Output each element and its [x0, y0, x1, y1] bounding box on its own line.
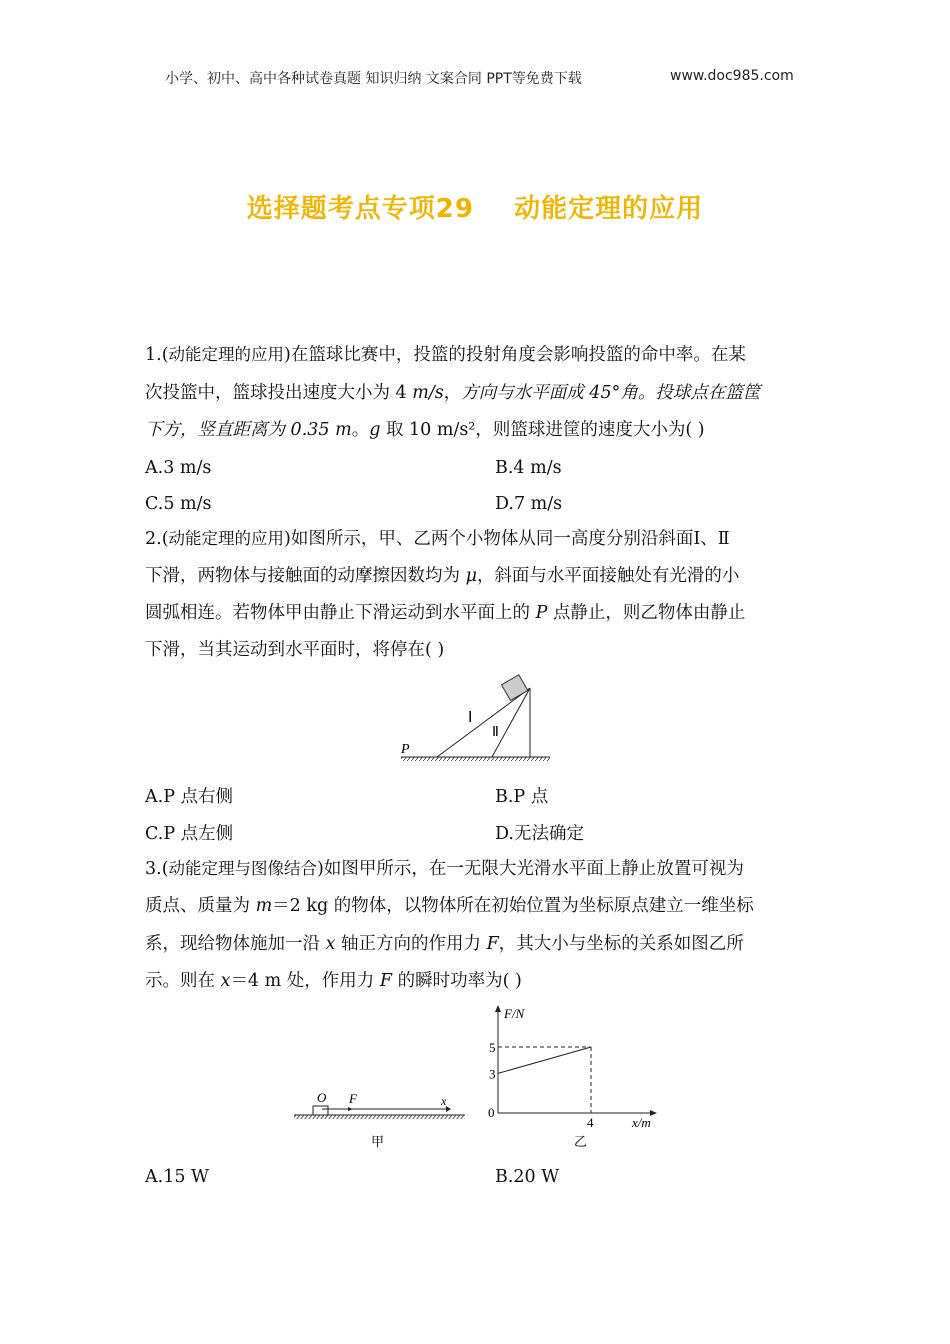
text-segment: 点静止，则乙物体由静止	[547, 603, 746, 623]
option-a: A.15 W	[145, 1167, 210, 1187]
text-segment: x	[325, 934, 336, 954]
text-segment: 轴正方向的作用力	[335, 934, 487, 954]
option-c: C.P 点左侧	[145, 824, 234, 844]
option-d: D.7 m/s	[495, 494, 563, 514]
block	[501, 675, 527, 701]
y-tick-label: 5	[489, 1040, 496, 1055]
text-segment: 。	[351, 420, 370, 440]
series-line	[498, 1047, 591, 1073]
label-x: x	[441, 1094, 447, 1108]
y-axis-label: F/N	[504, 1006, 525, 1021]
label-o: O	[317, 1090, 327, 1105]
text-segment: ＝4 m 处，作用力	[230, 971, 380, 991]
label-f: F	[349, 1091, 357, 1106]
header-text: 小学、初中、高中各种试卷真题 知识归纳 文案合同 PPT等免费下载	[165, 71, 582, 87]
label-incline-1: Ⅰ	[468, 710, 473, 726]
ground-hatch	[401, 757, 550, 761]
question-topic: 动能定理与图像结合	[168, 859, 318, 878]
text-segment: μ	[465, 566, 477, 586]
text-segment: x	[220, 971, 231, 991]
option-d: D.无法确定	[495, 824, 584, 844]
text-segment: m	[255, 896, 273, 916]
page-title: 选择题考点专项29 动能定理的应用	[246, 194, 704, 224]
text-segment: )如图所示，甲、乙两个小物体从同一高度分别沿斜面Ⅰ、Ⅱ	[284, 529, 730, 549]
text-segment: 取 10 m/s²，则篮球进筐的速度大小为( )	[380, 420, 705, 440]
text-segment: m/s	[412, 383, 444, 403]
caption-yi: 乙	[574, 1134, 588, 1149]
force-arrowhead	[348, 1107, 353, 1111]
label-p: P	[401, 742, 410, 757]
text-segment: 系，现给物体施加一沿	[145, 934, 326, 954]
option-b: B.4 m/s	[495, 458, 562, 478]
text-segment: )如图甲所示，在一无限大光滑水平面上静止放置可视为	[317, 859, 744, 879]
x-axis-label: x/m	[632, 1115, 651, 1130]
caption-jia: 甲	[371, 1134, 385, 1149]
arrowhead	[446, 1106, 451, 1112]
option-c: C.5 m/s	[145, 494, 212, 514]
header-url[interactable]: www.doc985.com	[670, 68, 794, 84]
text-segment: ，	[443, 383, 462, 403]
text-segment: ＝2 kg 的物体，以物体所在初始位置为坐标原点建立一维坐标	[272, 896, 754, 916]
figure-yi-chart	[488, 1005, 657, 1149]
question-topic: 动能定理的应用	[168, 345, 285, 364]
object-box	[313, 1106, 328, 1115]
y-axis-arrow	[495, 1005, 501, 1012]
text-segment: 方向与水平面成 45°角。投球点在篮筐	[461, 383, 761, 403]
text-segment: 2.(	[145, 529, 169, 549]
text-segment: )在篮球比赛中，投篮的投射角度会影响投篮的命中率。在某	[284, 345, 746, 365]
text-segment: F	[379, 971, 393, 991]
text-segment: 圆弧相连。若物体甲由静止下滑运动到水平面上的	[145, 603, 536, 623]
text-segment: 3.(	[145, 859, 169, 879]
text-segment: 1.(	[145, 345, 169, 365]
origin-label: 0	[488, 1105, 495, 1120]
text-segment: 次投篮中，篮球投出速度大小为 4	[145, 383, 413, 403]
incline-figure	[400, 675, 550, 761]
incline-1	[437, 688, 530, 757]
option-b: B.P 点	[495, 787, 549, 807]
text-segment: 的瞬时功率为( )	[392, 971, 522, 991]
figure-jia	[294, 1090, 465, 1149]
question-topic: 动能定理的应用	[168, 529, 285, 548]
text-segment: g	[369, 420, 381, 440]
option-a: A.P 点右侧	[145, 787, 234, 807]
x-tick-label: 4	[587, 1115, 594, 1130]
text-segment: 下方，竖直距离为 0.35 m	[145, 420, 352, 440]
text-segment: 示。则在	[145, 971, 221, 991]
text-segment: P	[535, 603, 548, 623]
x-axis-arrow	[650, 1110, 657, 1116]
text-segment: 下滑，两物体与接触面的动摩擦因数均为	[145, 566, 466, 586]
option-a: A.3 m/s	[145, 458, 212, 478]
y-tick-label: 3	[489, 1066, 496, 1082]
text-segment: F	[486, 934, 499, 954]
option-b: B.20 W	[495, 1167, 560, 1187]
text-segment: ，斜面与水平面接触处有光滑的小	[476, 566, 740, 586]
label-incline-2: Ⅱ	[492, 725, 499, 740]
text-segment: 下滑，当其运动到水平面时，将停在( )	[145, 640, 445, 660]
text-segment: ，其大小与坐标的关系如图乙所	[498, 934, 744, 954]
ground-hatch	[294, 1115, 465, 1119]
text-segment: 质点、质量为	[145, 896, 256, 916]
